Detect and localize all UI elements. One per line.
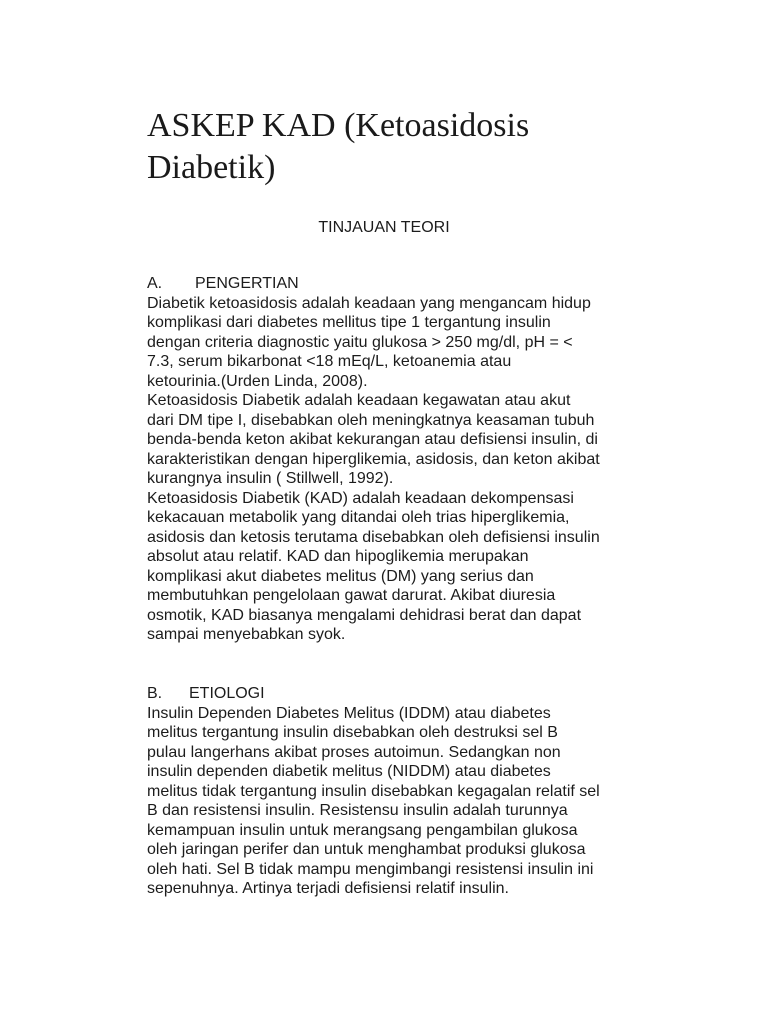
section-heading [147, 274, 677, 294]
section-title: PENGERTIAN [195, 275, 299, 292]
paragraph [147, 294, 677, 392]
text-line: komplikasi akut diabetes melitus (DM) yang serius dan [147, 567, 534, 585]
section-etiologi [147, 684, 677, 899]
paragraph [147, 489, 677, 645]
text-line: Ketoasidosis Diabetik adalah keadaan kegawatan atau akut [147, 392, 571, 409]
text-line: absolut atau relatif. KAD dan hipoglikemia merupakan [147, 548, 529, 565]
text-line: ketourinia.(Urden Linda, 2008). [147, 372, 368, 390]
paragraph [147, 704, 677, 899]
document-title [147, 105, 667, 189]
text-line: kemampuan insulin untuk merangsang pengambilan glukosa [147, 821, 578, 839]
paragraph [147, 391, 677, 489]
document-subtitle: TINJAUAN TEORI [318, 219, 450, 236]
text-line: dari DM tipe I, disebabkan oleh meningkatnya keasaman tubuh [147, 411, 595, 429]
section-pengertian [147, 274, 677, 645]
text-line: B dan resistensi insulin. Resistensu insulin adalah turunnya [147, 802, 568, 819]
text-line: Diabetik ketoasidosis adalah keadaan yang mengancam hidup [147, 294, 591, 312]
text-line: oleh hati. Sel B tidak mampu mengimbangi resistensi insulin ini [147, 860, 594, 878]
section-heading [147, 684, 677, 704]
text-line: sepenuhnya. Artinya terjadi defisiensi relatif insulin. [147, 880, 509, 897]
title-line: Diabetik) [147, 149, 276, 186]
text-line: Insulin Dependen Diabetes Melitus (IDDM) atau diabetes [147, 704, 551, 722]
text-line: sampai menyebabkan syok. [147, 626, 346, 643]
text-line: oleh jaringan perifer dan untuk menghambat produksi glukosa [147, 841, 586, 858]
text-line: kekacauan metabolik yang ditandai oleh trias hiperglikemia, [147, 509, 570, 526]
section-number: B. [147, 685, 163, 702]
section-title: ETIOLOGI [189, 685, 265, 702]
text-line: melitus tidak tergantung insulin disebabkan kegagalan relatif sel [147, 782, 600, 800]
text-line: membutuhkan pengelolaan gawat darurat. Akibat diuresia [147, 587, 556, 604]
text-line: benda-benda keton akibat kekurangan atau defisiensi insulin, di [147, 431, 598, 448]
text-line: karakteristikan dengan hiperglikemia, asidosis, dan keton akibat [147, 450, 600, 468]
text-line: asidosis dan ketosis terutama disebabkan oleh defisiensi insulin [147, 528, 600, 546]
text-line: kurangnya insulin ( Stillwell, 1992). [147, 470, 394, 487]
section-number: A. [147, 275, 163, 292]
text-line: melitus tergantung insulin disebabkan oleh destruksi sel B [147, 724, 558, 741]
text-line: insulin dependen diabetik melitus (NIDDM) atau diabetes [147, 763, 551, 780]
text-line: 7.3, serum bikarbonat <18 mEq/L, ketoanemia atau [147, 353, 512, 370]
title-line: ASKEP KAD (Ketoasidosis [147, 107, 530, 144]
text-line: dengan criteria diagnostic yaitu glukosa > 250 mg/dl, pH = < [147, 333, 573, 351]
text-line: komplikasi dari diabetes mellitus tipe 1 tergantung insulin [147, 314, 551, 331]
text-line: pulau langerhans akibat proses autoimun. Sedangkan non [147, 743, 561, 761]
text-line: Ketoasidosis Diabetik (KAD) adalah keadaan dekompensasi [147, 489, 574, 507]
text-line: osmotik, KAD biasanya mengalami dehidrasi berat dan dapat [147, 606, 582, 624]
